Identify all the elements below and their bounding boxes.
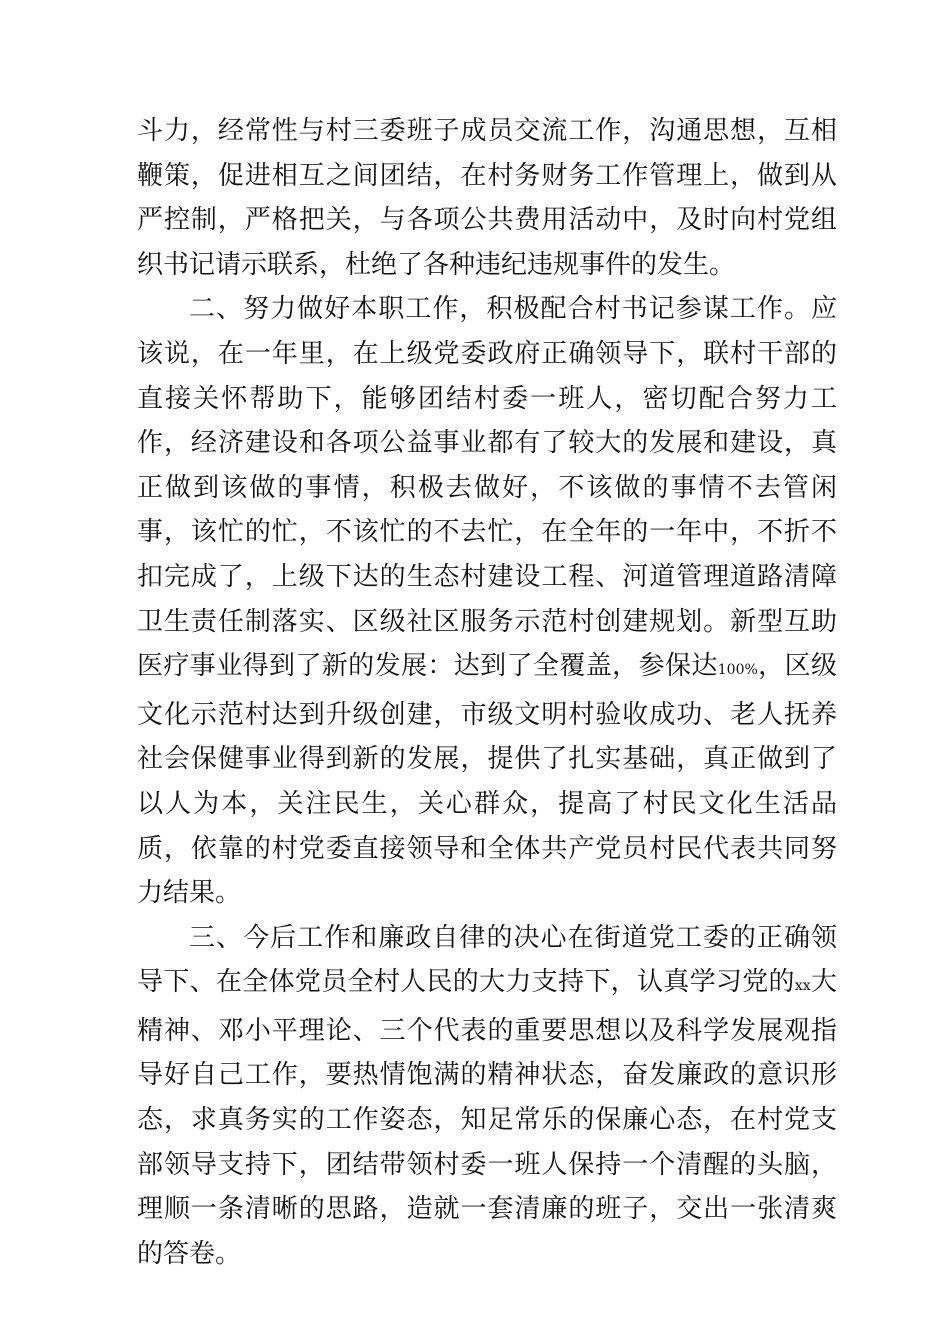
paragraph-2-text-a: 二、努力做好本职工作，积极配合村书记参谋工作。应该说，在一年里，在上级党委政府正确领导下，联村干部的直接关怀帮助下，能够团结村委一班人，密切配合努力工作，经济建设和各项公益事业都有了较大的发展和建设，真正做到该做的事情，积极去做好，不该做的事情不去管闲事，该忙的忙，不该忙的不去忙，在全年的一年中，不折不扣完成了，上级下达的生态村建设工程、河道管理道路清障卫生责任制落实、区级社区服务示范村创建规划。新型互助医疗事业得到了新的发展：达到了全覆盖，参保达 [137,294,837,682]
paragraph-3 [137,916,837,1277]
paragraph-3-text-a: 三、今后工作和廉政自律的决心在街道党工委的正确领导下、在全体党员全村人民的大力支持下，认真学习党的 [137,922,837,998]
paragraph-2-text-b: ，区级文化示范村达到升级创建，市级文明村验收成功、老人抚养社会保健事业得到新的发展，提供了扎实基础，真正做到了以人为本，关注民生，关心群众，提高了村民文化生活品质，依靠的村党委直接领导和全体共产党员村民代表共同努力结果。 [137,651,837,909]
paragraph-3-text-b: 大精神、邓小平理论、三个代表的重要思想以及科学发展观指导好自己工作，要热情饱满的精神状态，奋发廉政的意识形态，求真务实的工作姿态，知足常乐的保廉心态，在村党支部领导支持下，团结带领村委一班人保持一个清醒的头脑，理顺一条清晰的思路，造就一套清廉的班子，交出一张清爽的答卷。 [137,967,837,1269]
paragraph-1 [137,109,837,287]
document-body [137,109,837,1276]
percentage-value: 100% [717,662,758,679]
congress-number: xx [794,978,811,995]
paragraph-2 [137,287,837,915]
paragraph-1-text: 斗力，经常性与村三委班子成员交流工作，沟通思想，互相鞭策，促进相互之间团结，在村务财务工作管理上，做到从严控制，严格把关，与各项公共费用活动中，及时向村党组织书记请示联系，杜绝了各种违纪违规事件的发生。 [137,116,837,280]
